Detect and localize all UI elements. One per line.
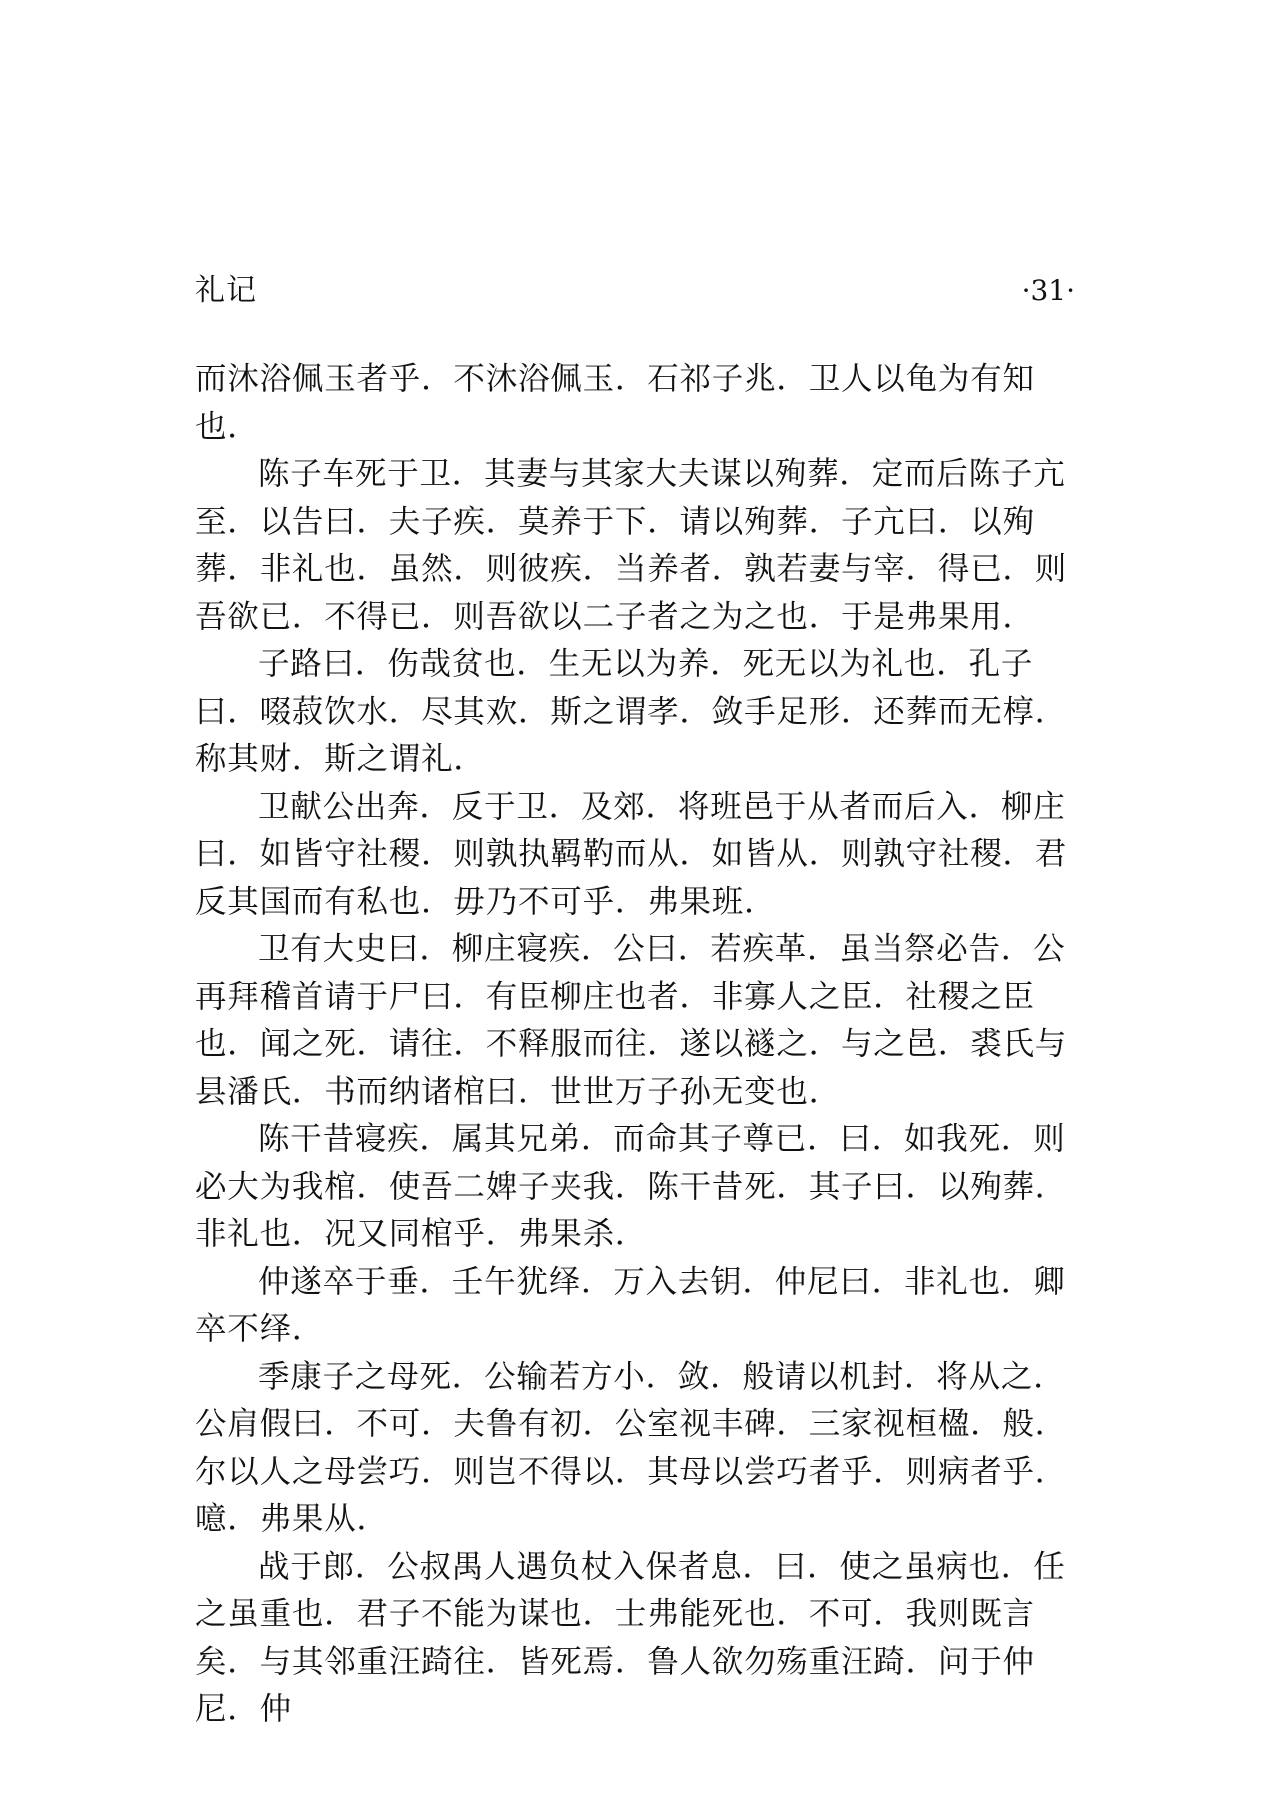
paragraph: 卫献公出奔．反于卫．及郊．将班邑于从者而后入．柳庄曰．如皆守社稷．则孰执羁靮而从．如皆从．则孰守社稷．君反其国而有私也．毋乃不可乎．弗果班．: [195, 788, 1068, 920]
paragraph: 陈干昔寝疾．属其兄弟．而命其子尊已．曰．如我死．则必大为我棺．使吾二婢子夹我．陈干昔死．其子曰．以殉葬．非礼也．况又同棺乎．弗果杀．: [195, 1121, 1068, 1252]
running-header: [195, 268, 1075, 314]
book-title: 礼记: [195, 273, 257, 308]
paragraph: 陈子车死于卫．其妻与其家大夫谋以殉葬．定而后陈子亢至．以告曰．夫子疾．莫养于下．请以殉葬．子亢曰．以殉葬．非礼也．虽然．则彼疾．当养者．孰若妻与宰．得已．则吾欲已．不得已．则吾欲以二子者之为之也．于是弗果用．: [195, 456, 1068, 635]
paragraph: 仲遂卒于垂．壬午犹绎．万入去钥．仲尼曰．非礼也．卿卒不绎．: [195, 1263, 1066, 1347]
body-text: [195, 356, 1095, 1734]
paragraph: 子路曰．伤哉贫也．生无以为养．死无以为礼也．孔子曰．啜菽饮水．尽其欢．斯之谓孝．敛手足形．还葬而无椁．称其财．斯之谓礼．: [195, 646, 1068, 777]
paragraph: 战于郎．公叔禺人遇负杖入保者息．曰．使之虽病也．任之虽重也．君子不能为谋也．士弗能死也．不可．我则既言矣．与其邻重汪踦往．皆死焉．鲁人欲勿殇重汪踦．问于仲尼．仲: [195, 1548, 1066, 1727]
paragraph: 季康子之母死．公输若方小．敛．般请以机封．将从之．公肩假曰．不可．夫鲁有初．公室视丰碑．三家视桓楹．般．尔以人之母尝巧．则岂不得以．其母以尝巧者乎．则病者乎．噫．弗果从．: [195, 1358, 1068, 1537]
paragraph: 卫有大史曰．柳庄寝疾．公曰．若疾革．虽当祭必告．公再拜稽首请于尸曰．有臣柳庄也者．非寡人之臣．社稷之臣也．闻之死．请往．不释服而往．遂以襚之．与之邑．裘氏与县潘氏．书而纳诸棺曰．世世万子孙无变也．: [195, 931, 1068, 1110]
paragraph-continuation: 而沐浴佩玉者乎．不沐浴佩玉．石祁子兆．卫人以龟为有知也．: [195, 361, 1035, 445]
page-number: ·31·: [1021, 274, 1075, 307]
